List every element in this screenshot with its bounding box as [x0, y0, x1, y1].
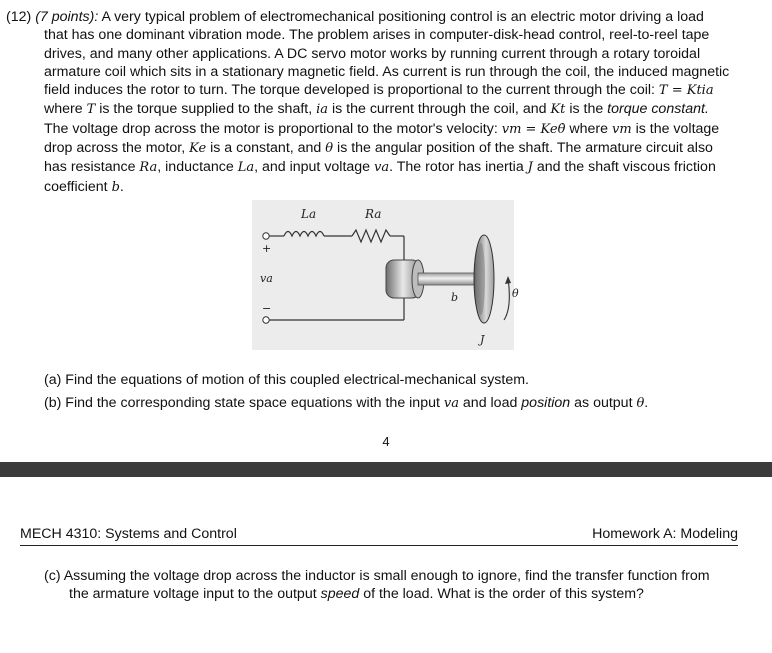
text-span: where: [565, 120, 612, 137]
torque-equation: T = Ktia: [658, 83, 714, 99]
symbol-va: va: [443, 395, 459, 411]
label-theta: θ: [512, 287, 519, 300]
problem-line-2: that has one dominant vibration mode. The problem arises in computer-disk-head control, reel-to-reel tape: [44, 27, 710, 44]
text-span: is the current through the coil, and: [328, 101, 551, 118]
part-a: (a) Find the equations of motion of this coupled electrical-mechanical system.: [44, 372, 529, 388]
problem-points: (7 points):: [35, 9, 99, 25]
problem-number: (12): [6, 9, 32, 25]
page-number: 4: [382, 434, 390, 449]
text-span: is the: [565, 101, 608, 118]
symbol-b: b: [111, 179, 120, 195]
label-j: J: [480, 333, 485, 346]
question-parts: [44, 369, 764, 415]
text-span: the armature voltage input to the output: [69, 586, 321, 603]
part-c-line-1: (c) Assuming the voltage drop across the inductor is small enough to ignore, find the transfer function from: [44, 568, 710, 584]
symbol-la: La: [237, 160, 255, 176]
symbol-j: J: [527, 160, 533, 176]
text-span: is the angular position of the shaft. The armature circuit also: [333, 140, 713, 157]
text-span: drop across the motor,: [44, 140, 190, 157]
voltage-equation: vm = Keθ̇: [501, 121, 566, 137]
problem-line-1: [6, 8, 746, 26]
torque-constant-term: torque constant.: [607, 101, 709, 118]
label-la: La: [301, 207, 317, 221]
problem-12: [6, 8, 746, 197]
text-span: .: [644, 394, 649, 411]
part-c-line-2: [44, 585, 744, 603]
text-span: (b) Find the corresponding state space equations with the input: [44, 394, 444, 411]
text-span: , inductance: [157, 159, 238, 176]
terminal-minus: [263, 317, 269, 323]
part-c: [44, 567, 744, 604]
speed-term: speed: [320, 586, 360, 603]
text-span: The voltage drop across the motor is proportional to the motor's velocity:: [44, 120, 502, 137]
problem-line-5: [6, 81, 746, 100]
text-span: . The rotor has inertia: [389, 159, 528, 176]
assignment-title: Homework A: Modeling: [592, 526, 738, 542]
shaft: [418, 273, 480, 285]
label-plus: +: [262, 242, 272, 255]
symbol-vm: vm: [611, 121, 632, 137]
text-span: and the shaft viscous friction: [532, 159, 716, 176]
motor-circuit-figure: [252, 200, 519, 350]
symbol-theta: θ: [636, 395, 645, 411]
label-b: b: [451, 291, 459, 304]
resistor: [352, 230, 390, 242]
text-span: where: [44, 101, 87, 118]
problem-line-10: [6, 178, 746, 197]
symbol-ra: Ra: [139, 160, 158, 176]
course-title: MECH 4310: Systems and Control: [20, 526, 237, 542]
page-separator: [0, 462, 772, 477]
terminal-plus: [263, 233, 269, 239]
text-span: of the load. What is the order of this system?: [359, 586, 644, 603]
problem-line-8: [6, 139, 746, 158]
inductor: [284, 232, 324, 237]
problem-text: A very typical problem of electromechanical positioning control is an electric motor driving a load: [101, 9, 704, 25]
label-va: va: [260, 272, 273, 285]
text-span: is a constant, and: [206, 140, 326, 157]
problem-line-4: armature coil which sits in a stationary magnetic field. As current is run through the coil, the induced magnetic: [44, 63, 730, 80]
position-term: position: [521, 394, 571, 411]
rotation-arrow: [504, 278, 509, 320]
text-span: .: [119, 178, 124, 195]
part-b: [44, 392, 764, 416]
text-span: is the torque supplied to the shaft,: [95, 101, 317, 118]
text-span: field induces the rotor to turn. The torque developed is proportional to the current through the coil:: [44, 82, 659, 99]
symbol-kt: Kt: [550, 102, 566, 118]
problem-line-6: [6, 100, 746, 119]
text-span: coefficient: [44, 178, 112, 195]
symbol-ke: Ke: [189, 141, 207, 157]
text-span: and load: [458, 394, 522, 411]
symbol-ia: ia: [316, 102, 329, 118]
text-span: is the voltage: [631, 120, 720, 137]
problem-line-7: [6, 120, 746, 139]
symbol-va: va: [374, 160, 390, 176]
symbol-theta: θ: [325, 141, 334, 157]
problem-line-9: [6, 158, 746, 177]
problem-line-3: drives, and many other applications. A DC servo motor works by running current through a rotary toroidal: [44, 45, 701, 62]
label-minus: −: [262, 302, 272, 315]
page-header: [20, 526, 738, 546]
symbol-T: T: [86, 102, 96, 118]
label-ra: Ra: [365, 207, 382, 221]
text-span: as output: [570, 394, 637, 411]
motor-diagram: [252, 200, 519, 350]
text-span: has resistance: [44, 159, 140, 176]
text-span: , and input voltage: [254, 159, 375, 176]
